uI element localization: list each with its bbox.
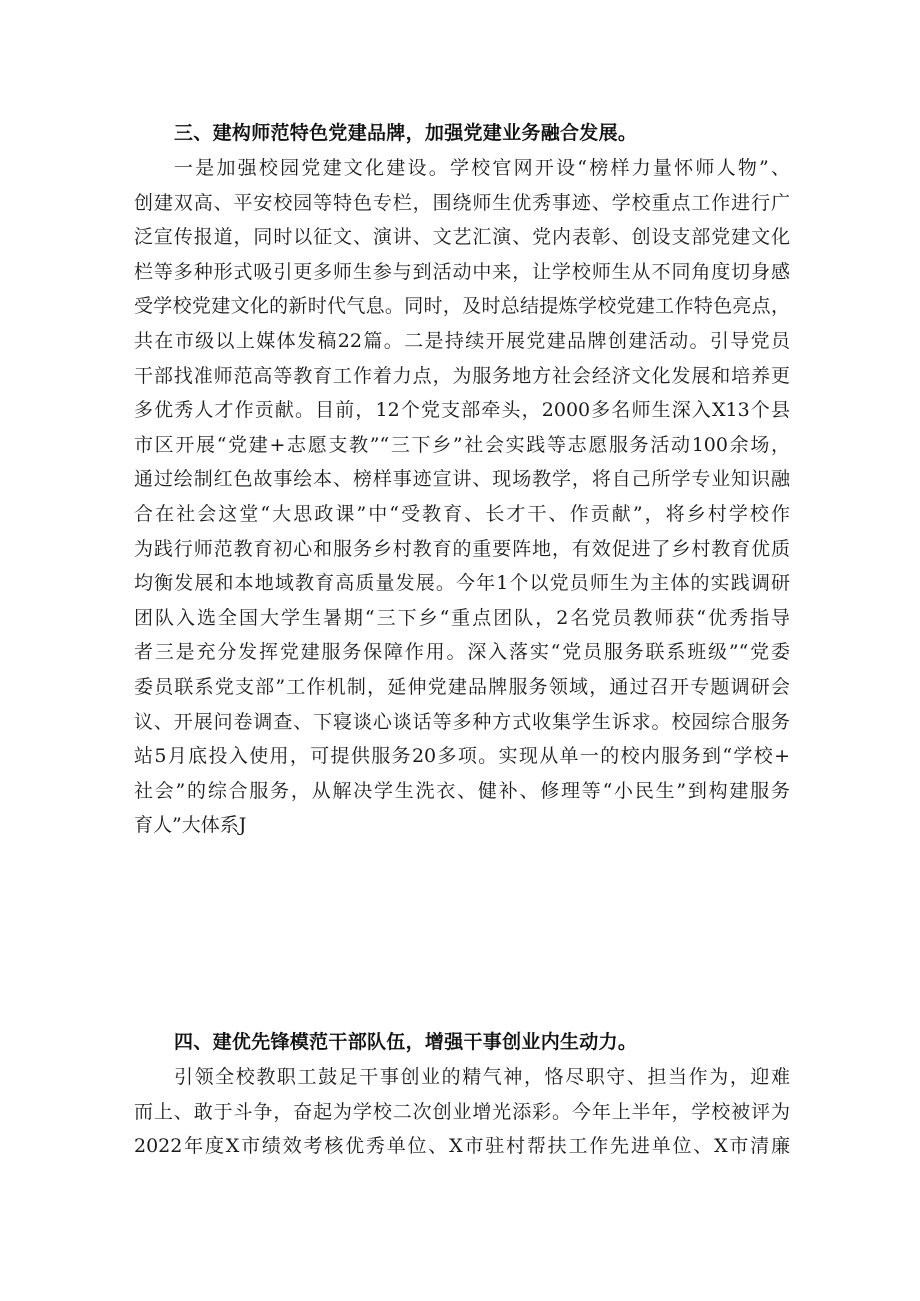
text-line: 议、开展问卷调查、下寝谈心谈话等多种方式收集学生诉求。校园综合服务	[134, 710, 790, 733]
section-4-heading: 四、建优先锋模范干部队伍，增强干事创业内生动力。	[174, 1031, 638, 1053]
text-line: 合在社会这堂“大思政课”中“受教育、长才干、作贡献”，将乡村学校作	[134, 502, 790, 525]
text-line: 2022年度X市绩效考核优秀单位、X市驻村帮扶工作先进单位、X市清廉	[134, 1135, 790, 1158]
text-line: 共在市级以上媒体发稿22篇。二是持续开展党建品牌创建活动。引导党员	[134, 329, 790, 352]
section-3-body	[134, 151, 790, 843]
text-line: 栏等多种形式吸引更多师生参与到活动中来，让学校师生从不同角度切身感	[134, 260, 790, 283]
text-line: 引领全校教职工鼓足干事创业的精气神，恪尽职守、担当作为，迎难	[174, 1066, 790, 1088]
text-line: 均衡发展和本地域教育高质量发展。今年1个以党员师生为主体的实践调研	[134, 572, 790, 595]
text-line: 多优秀人才作贡献。目前，12个党支部牵头，2000多名师生深入X13个县	[134, 399, 790, 422]
section-4-body	[134, 1060, 790, 1164]
text-line: 市区开展“党建+志愿支教”“三下乡”社会实践等志愿服务活动100余场，	[134, 433, 790, 456]
text-line: 者三是充分发挥党建服务保障作用。深入落实“党员服务联系班级”“党委	[134, 641, 790, 664]
text-line: 团队入选全国大学生暑期“三下乡“重点团队，2名党员教师获“优秀指导	[134, 606, 790, 629]
text-line: 而上、敢于斗争，奋起为学校二次创业增光添彩。今年上半年，学校被评为	[134, 1100, 790, 1123]
text-line: 干部找准师范高等教育工作着力点，为服务地方社会经济文化发展和培养更	[134, 364, 790, 387]
text-line: 育人”大体系J	[134, 814, 247, 837]
text-line: 创建双高、平安校园等特色专栏，围绕师生优秀事迹、学校重点工作进行广	[134, 191, 790, 214]
text-line: 委员联系党支部”工作机制，延伸党建品牌服务领域，通过召开专题调研会	[134, 675, 790, 698]
text-line: 一是加强校园党建文化建设。学校官网开设“榜样力量怀师人物”、	[174, 157, 790, 179]
text-line: 泛宣传报道，同时以征文、演讲、文艺汇演、党内表彰、创设支部党建文化	[134, 226, 790, 249]
section-3-heading: 三、建构师范特色党建品牌，加强党建业务融合发展。	[174, 122, 638, 144]
text-line: 为践行师范教育初心和服务乡村教育的重要阵地，有效促进了乡村教育优质	[134, 537, 790, 560]
text-line: 社会”的综合服务，从解决学生洗衣、健补、修理等“小民生”到构建服务	[134, 779, 790, 802]
text-line: 受学校党建文化的新时代气息。同时，及时总结提炼学校党建工作特色亮点，	[134, 295, 790, 318]
text-line: 通过绘制红色故事绘本、榜样事迹宣讲、现场教学，将自己所学专业知识融	[134, 468, 790, 491]
text-line: 站5月底投入使用，可提供服务20多项。实现从单一的校内服务到“学校+	[134, 745, 790, 768]
